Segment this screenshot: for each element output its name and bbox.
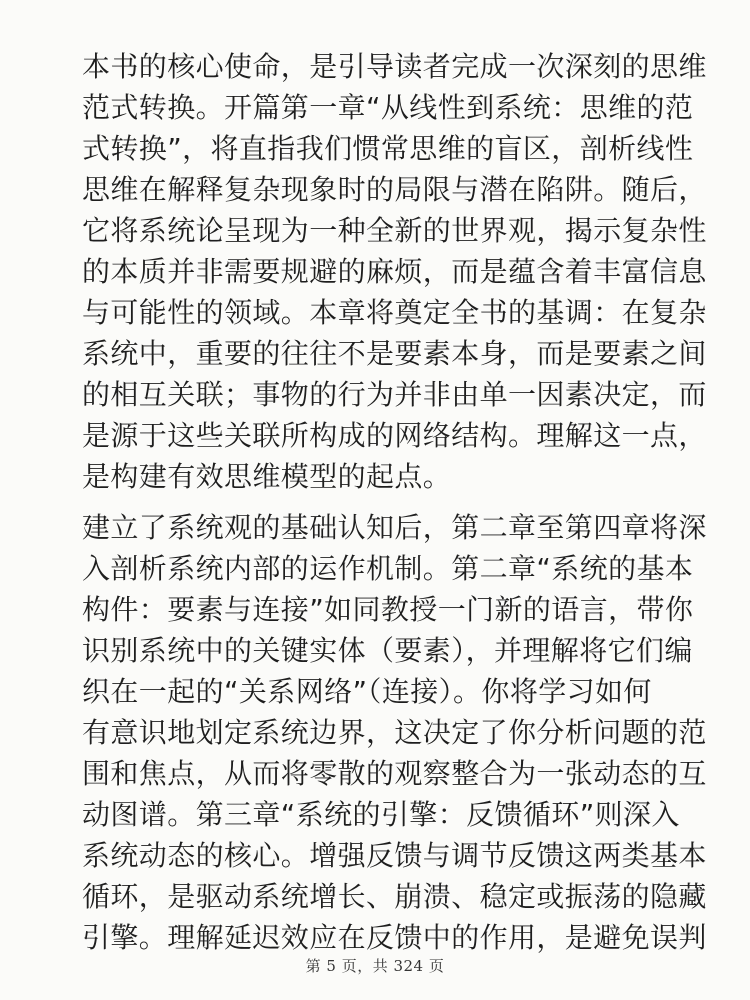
text-line: 建立了系统观的基础认知后，第二章至第四章将深 (82, 511, 707, 544)
text-line: 构件：要素与连接”如同教授一门新的语言，带你 (82, 593, 694, 626)
text-line: 范式转换。开篇第一章“从线性到系统：思维的范 (82, 91, 694, 124)
text-line: 它将系统论呈现为一种全新的世界观，揭示复杂性 (82, 214, 707, 247)
text-line: 是构建有效思维模型的起点。 (82, 460, 452, 493)
text-line: 循环，是驱动系统增长、崩溃、稳定或振荡的隐藏 (82, 880, 707, 913)
text-line: 有意识地划定系统边界，这决定了你分析问题的范 (82, 716, 707, 749)
paragraph-2 (82, 507, 707, 958)
text-line: 动图谱。第三章“系统的引擎：反馈循环”则深入 (82, 798, 680, 831)
text-line: 的相互关联；事物的行为并非由单一因素决定，而 (82, 378, 707, 411)
text-line: 织在一起的“关系网络”（连接）。你将学习如何 (82, 675, 652, 708)
text-line: 引擎。理解延迟效应在反馈中的作用，是避免误判 (82, 921, 707, 954)
text-line: 围和焦点，从而将零散的观察整合为一张动态的互 (82, 757, 707, 790)
text-line: 式转换”，将直指我们惯常思维的盲区，剖析线性 (82, 132, 694, 165)
paragraph-1 (82, 46, 707, 497)
text-line: 系统中，重要的往往不是要素本身，而是要素之间 (82, 337, 707, 370)
text-line: 本书的核心使命，是引导读者完成一次深刻的思维 (82, 50, 707, 83)
text-line: 的本质并非需要规避的麻烦，而是蕴含着丰富信息 (82, 255, 707, 288)
text-line: 识别系统中的关键实体（要素），并理解将它们编 (82, 634, 693, 667)
text-line: 入剖析系统内部的运作机制。第二章“系统的基本 (82, 552, 694, 585)
text-line: 是源于这些关联所构成的网络结构。理解这一点， (82, 419, 707, 452)
text-line: 与可能性的领域。本章将奠定全书的基调：在复杂 (82, 296, 707, 329)
text-line: 思维在解释复杂现象时的局限与潜在陷阱。随后， (82, 173, 707, 206)
text-line: 系统动态的核心。增强反馈与调节反馈这两类基本 (82, 839, 707, 872)
page-number-footer: 第 5 页，共 324 页 (305, 957, 445, 975)
body-text (82, 46, 707, 958)
